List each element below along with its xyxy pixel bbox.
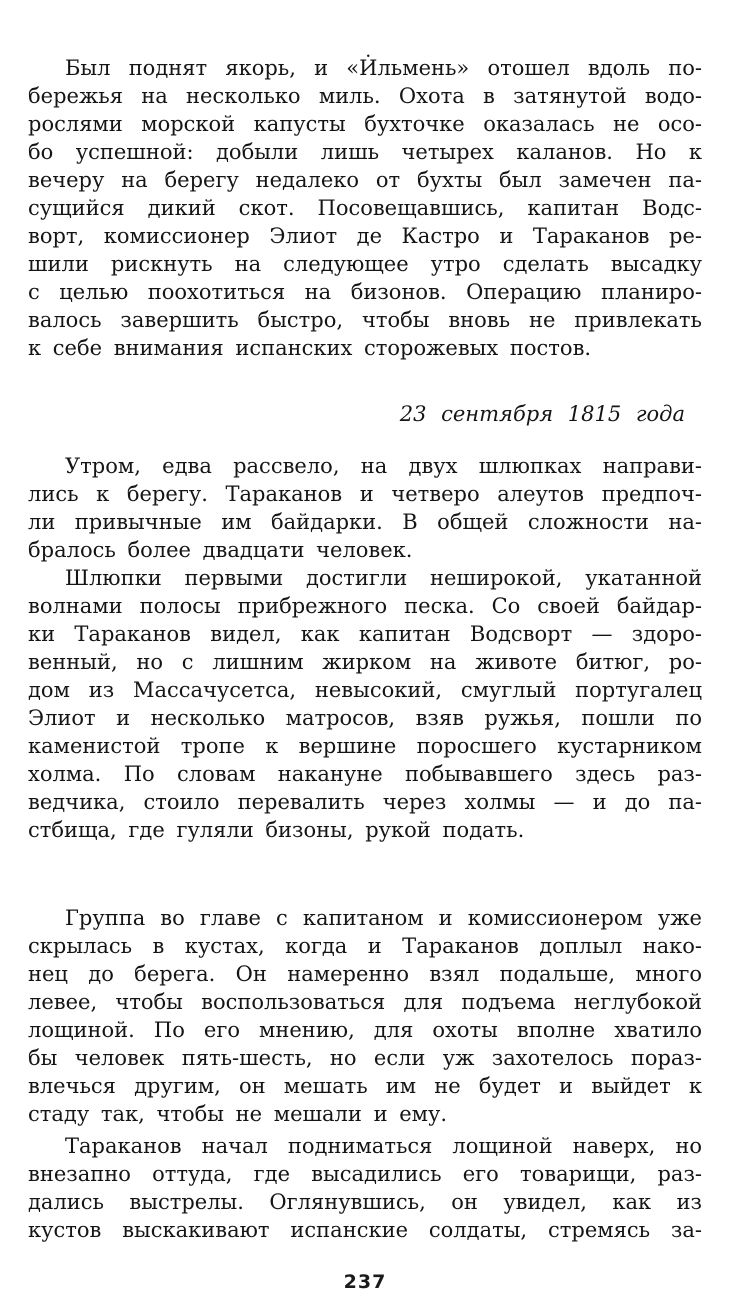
text-line: левее, чтобы воспользоваться для подъема неглубокой [28,990,702,1014]
text-line: лощиной. По его мнению, для охоты вполне хватило [28,1018,702,1042]
text-line: дались выстрелы. Оглянувшись, он увидел, как из [28,1190,702,1214]
text-line: сущийся дикий скот. Посовещавшись, капитан Водс- [28,196,702,220]
text-line: бережья на несколько миль. Охота в затянутой водо- [28,84,702,108]
text-line: каменистой тропе к вершине поросшего кустарником [28,734,702,758]
text-line: скрылась в кустах, когда и Тараканов доплыл нако- [28,934,702,958]
text-line: Шлюпки первыми достигли неширокой, укатанной [65,566,702,590]
paragraph-3 [28,564,702,844]
text-line: ворт, комиссионер Элиот де Кастро и Тараканов ре- [28,224,702,248]
text-line: внезапно оттуда, где высадились его товарищи, раз- [28,1162,702,1186]
text-line: ведчика, стоило перевалить через холмы — и до па- [28,790,702,814]
text-line: кустов выскакивают испанские солдаты, стремясь за- [28,1218,702,1242]
text-line: дом из Массачусетса, невысокий, смуглый португалец [28,678,702,702]
text-line: лись к берегу. Тараканов и четверо алеутов предпоч- [28,482,702,506]
text-line: рослями морской капусты бухточке оказалась не осо- [28,112,702,136]
paragraph-2 [28,452,702,564]
text-line: шили рискнуть на следующее утро сделать высадку [28,252,702,276]
text-line: Утром, едва рассвело, на двух шлюпках направи- [65,454,702,478]
paragraph-1 [28,54,702,362]
paragraph-5 [28,1132,702,1244]
text-line: бралось более двадцати человек. [28,538,413,562]
text-line: ли привычные им байдарки. В общей сложности на- [28,510,702,534]
text-line: бо успешной: добыли лишь четырех каланов. Но к [28,140,702,164]
text-line: нец до берега. Он намеренно взял подальше, много [28,962,702,986]
paragraph-4 [28,904,702,1128]
text-line: с целью поохотиться на бизонов. Операцию планиро- [28,280,702,304]
date-heading: 23 сентября 1815 года [399,402,685,426]
text-line: вечеру на берегу недалеко от бухты был замечен па- [28,168,702,192]
text-line: волнами полосы прибрежного песка. Со своей байдар- [28,594,702,618]
text-line: влечься другим, он мешать им не будет и выйдет к [28,1074,702,1098]
text-line: ки Тараканов видел, как капитан Водсворт — здоро- [28,622,702,646]
text-line: венный, но с лишним жирком на животе битюг, ро- [28,650,702,674]
text-line: холма. По словам накануне побывавшего здесь раз- [28,762,702,786]
text-line: Тараканов начал подниматься лощиной наверх, но [65,1134,702,1158]
text-line: Группа во главе с капитаном и комиссионером уже [65,906,702,930]
text-line: бы человек пять-шесть, но если уж захотелось пораз- [28,1046,702,1070]
text-line: стаду так, чтобы не мешали и ему. [28,1102,448,1126]
page-number: 237 [343,1271,387,1293]
text-line: Был поднят якорь, и «И̇льмень» отошел вдоль по- [65,56,702,80]
text-line: валось завершить быстро, чтобы вновь не привлекать [28,308,702,332]
text-line: к себе внимания испанских сторожевых постов. [28,336,592,360]
text-line: стбища, где гуляли бизоны, рукой подать. [28,818,525,842]
text-line: Элиот и несколько матросов, взяв ружья, пошли по [28,706,702,730]
